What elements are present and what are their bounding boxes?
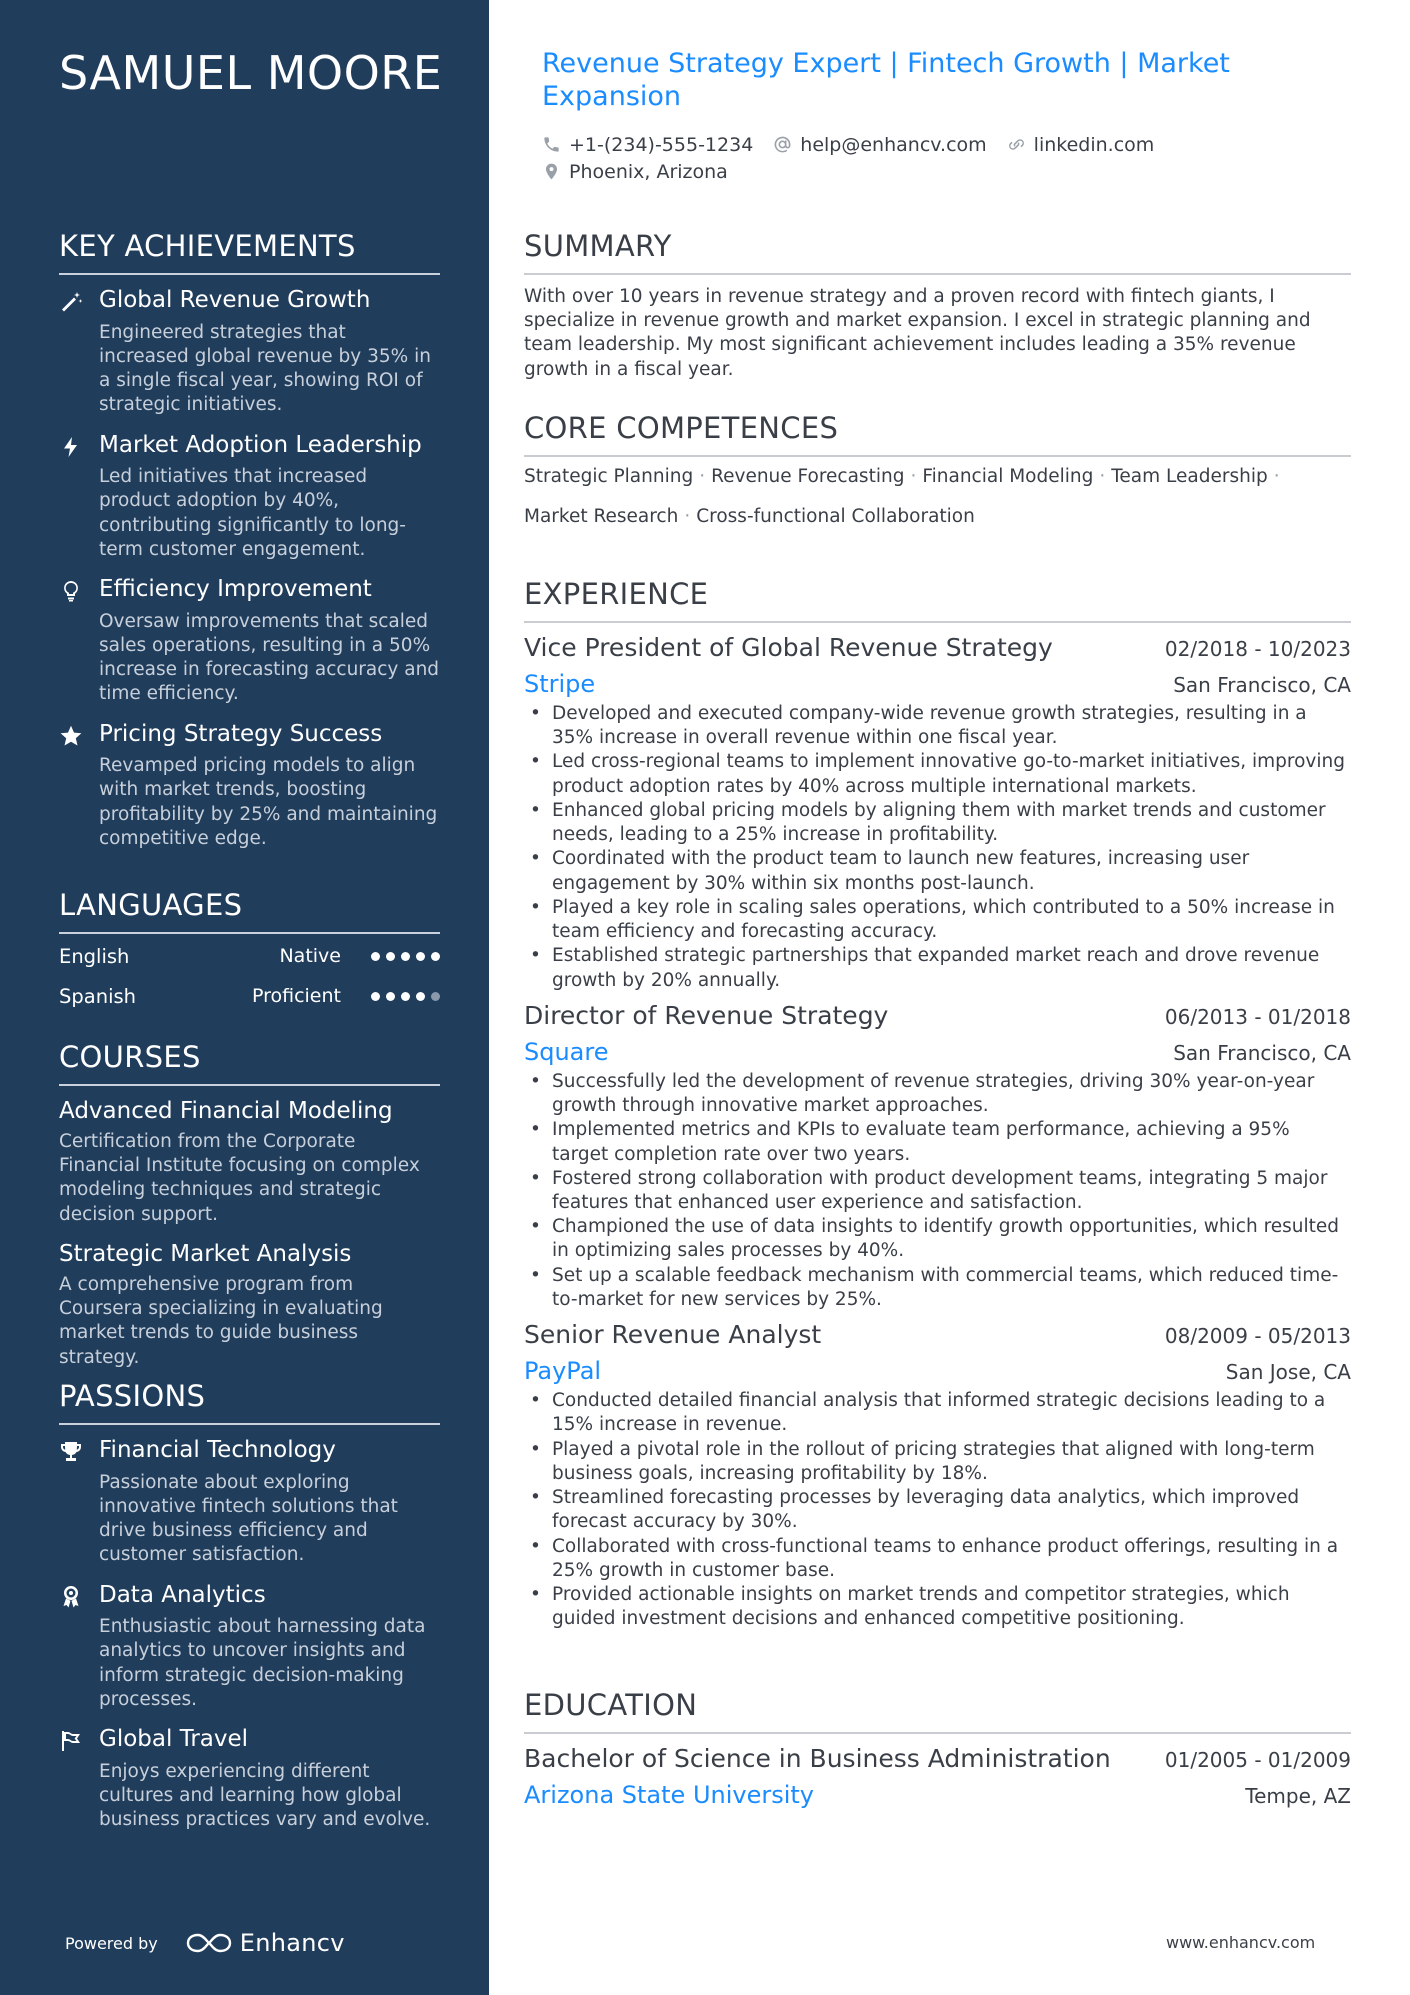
bullet-item: • Successfully led the development of revenue strategies, driving 30% year-on-year growth through innovative market approaches. <box>524 1070 1351 1118</box>
language-name: Spanish <box>59 984 137 1008</box>
linkedin-url: linkedin.com <box>1033 133 1155 156</box>
award-ribbon-icon <box>59 1582 99 1713</box>
bullet-item: • Played a key role in scaling sales operations, which contributed to a 50% increase in team efficiency and forecasting accuracy. <box>524 896 1351 944</box>
email-address: help@enhancv.com <box>800 133 987 156</box>
lightning-bolt-icon <box>59 432 99 563</box>
achievement-title: Market Adoption Leadership <box>99 431 422 458</box>
rating-dot-filled <box>416 952 425 961</box>
rating-dot-filled <box>401 992 410 1001</box>
achievement-item <box>59 721 440 852</box>
bullet-item: • Implemented metrics and KPIs to evaluate team performance, achieving a 95% target completion rate over two years. <box>524 1118 1351 1166</box>
bullet-item: • Streamlined forecasting processes by leveraging data analytics, which improved forecast accuracy by 30%. <box>524 1486 1351 1534</box>
passion-title: Data Analytics <box>99 1581 266 1608</box>
rating-dot-filled <box>431 952 440 961</box>
sidebar <box>0 0 489 1995</box>
star-icon <box>59 721 99 852</box>
company-name[interactable]: Stripe <box>524 670 596 698</box>
achievement-description: Led initiatives that increased product adoption by 40%, contributing significantly to long-term customer engagement. <box>99 466 406 560</box>
course-description: Certification from the Corporate Financial Institute focusing on complex modeling techniques and strategic decision support. <box>59 1131 420 1225</box>
job-entry <box>524 633 1351 993</box>
map-pin-icon <box>542 162 561 181</box>
bullet-item: • Set up a scalable feedback mechanism with commercial teams, which reduced time-to-market for new services by 25%. <box>524 1264 1351 1312</box>
achievement-title: Global Revenue Growth <box>99 287 371 313</box>
powered-by-label: Powered by <box>65 1933 158 1953</box>
core-competences-section <box>524 411 1351 537</box>
candidate-name: SAMUEL MOORE <box>59 46 443 100</box>
phone-number: +1-(234)-555-1234 <box>569 133 754 156</box>
languages-section <box>59 888 440 1016</box>
section-heading: SUMMARY <box>524 229 1351 275</box>
job-entry <box>524 1001 1351 1312</box>
trophy-icon <box>59 1437 99 1568</box>
section-heading: KEY ACHIEVEMENTS <box>59 229 440 275</box>
passion-item <box>59 1726 440 1832</box>
summary-text: With over 10 years in revenue strategy and a proven record with fintech giants, I specialize in revenue growth and market expansion. I excel in strategic planning and team leadership. My most significant achievement includes leading a 35% revenue growth in a fiscal year. <box>524 286 1311 380</box>
bullet-item: • Led cross-regional teams to implement innovative go-to-market initiatives, improving product adoption rates by 40% across multiple international markets. <box>524 750 1351 798</box>
location-contact <box>542 161 728 183</box>
language-name: English <box>59 944 130 968</box>
rating-dot-filled <box>386 992 395 1001</box>
language-rating <box>371 992 440 1001</box>
bullet-item: • Collaborated with cross-functional teams to enhance product offerings, resulting in a 25% growth in customer base. <box>524 1535 1351 1583</box>
skill-item: Cross-functional Collaboration <box>696 506 975 527</box>
bullet-item: • Played a pivotal role in the rollout of pricing strategies that aligned with long-term business goals, increasing profitability by 18%. <box>524 1438 1351 1486</box>
job-bullets <box>524 1389 1351 1631</box>
key-achievements-section <box>59 229 440 865</box>
summary-section <box>524 229 1351 382</box>
bullet-item: • Established strategic partnerships that expanded market reach and drove revenue growth by 20% annually. <box>524 944 1351 992</box>
job-dates: 08/2009 - 05/2013 <box>1164 1324 1351 1349</box>
job-dates: 02/2018 - 10/2023 <box>1164 637 1351 661</box>
section-heading: CORE COMPETENCES <box>524 411 1351 457</box>
job-bullets <box>524 1070 1351 1312</box>
location-text: Phoenix, Arizona <box>569 160 728 183</box>
rating-dot-filled <box>401 952 410 961</box>
achievement-item <box>59 287 440 418</box>
education-entry <box>524 1744 1351 1809</box>
school-name[interactable]: Arizona State University <box>524 1781 815 1809</box>
achievement-item <box>59 432 440 563</box>
passions-section <box>59 1379 440 1846</box>
bullet-item: • Championed the use of data insights to identify growth opportunities, which resulted in optimizing sales processes by 40%. <box>524 1215 1351 1263</box>
enhancv-logo[interactable] <box>186 1929 345 1957</box>
email-contact[interactable] <box>773 134 986 156</box>
link-icon <box>1007 135 1026 154</box>
course-item <box>59 1241 440 1370</box>
bullet-item: • Fostered strong collaboration with product development teams, integrating 5 major features that enhanced user experience and satisfaction. <box>524 1167 1351 1215</box>
job-entry <box>524 1320 1351 1631</box>
rating-dot-empty <box>431 992 440 1001</box>
language-rating <box>371 952 440 961</box>
course-description: A comprehensive program from Coursera specializing in evaluating market trends to guide business strategy. <box>59 1273 383 1368</box>
lightbulb-icon <box>59 576 99 707</box>
language-level: Proficient <box>251 985 341 1007</box>
achievement-item <box>59 576 440 707</box>
skills-list: Strategic Planning · Revenue Forecasting · Financial Modeling · Team Leadership · Market Research · Cross-functional Collaboration <box>524 466 1280 527</box>
magic-wand-icon <box>59 287 99 418</box>
footer-url[interactable]: www.enhancv.com <box>1166 1933 1316 1952</box>
degree: Bachelor of Science in Business Administration <box>524 1744 1111 1773</box>
job-title: Vice President of Global Revenue Strategy <box>524 633 1053 662</box>
passion-item <box>59 1582 440 1713</box>
bullet-item: • Coordinated with the product team to launch new features, increasing user engagement by 30% within six months post-launch. <box>524 847 1351 895</box>
skill-item: Strategic Planning <box>524 466 694 487</box>
headline: Revenue Strategy Expert | Fintech Growth | Market Expansion <box>542 48 1230 112</box>
education-section <box>524 1688 1351 1817</box>
section-heading: LANGUAGES <box>59 888 440 934</box>
achievement-description: Engineered strategies that increased global revenue by 35% in a single fiscal year, showing ROI of strategic initiatives. <box>99 321 431 416</box>
section-heading: EXPERIENCE <box>524 577 1351 623</box>
skill-item: Market Research <box>524 506 679 527</box>
job-location: San Jose, CA <box>1225 1360 1351 1385</box>
rating-dot-filled <box>371 952 380 961</box>
achievement-title: Pricing Strategy Success <box>99 720 383 747</box>
rating-dot-filled <box>371 992 380 1001</box>
phone-contact[interactable] <box>542 134 753 156</box>
company-name[interactable]: Square <box>524 1037 609 1066</box>
passion-description: Enjoys experiencing different cultures and learning how global business practices vary and evolve. <box>99 1760 431 1831</box>
passion-item <box>59 1437 440 1568</box>
rating-dot-filled <box>386 952 395 961</box>
course-title: Strategic Market Analysis <box>59 1240 352 1267</box>
flag-icon <box>59 1726 99 1832</box>
rating-dot-filled <box>416 992 425 1001</box>
section-heading: COURSES <box>59 1040 440 1086</box>
language-row <box>59 976 440 1016</box>
skill-item: Team Leadership <box>1111 466 1268 487</box>
achievement-description: Oversaw improvements that scaled sales operations, resulting in a 50% increase in forecasting accuracy and time efficiency. <box>99 610 440 705</box>
bullet-item: • Provided actionable insights on market trends and competitor strategies, which guided investment decisions and enhanced competitive positioning. <box>524 1583 1351 1631</box>
passion-description: Enthusiastic about harnessing data analytics to uncover insights and inform strategic decision-making processes. <box>99 1616 426 1710</box>
phone-icon <box>542 135 561 154</box>
language-row <box>59 936 440 976</box>
job-dates: 06/2013 - 01/2018 <box>1164 1004 1351 1029</box>
infinity-logo-icon <box>186 1931 232 1955</box>
achievement-description: Revamped pricing models to align with market trends, boosting profitability by 25% and maintaining competitive edge. <box>99 755 438 849</box>
enhancv-brand: Enhancv <box>239 1929 345 1957</box>
course-title: Advanced Financial Modeling <box>59 1098 393 1124</box>
contact-info <box>542 131 1342 185</box>
company-name[interactable]: PayPal <box>524 1357 602 1386</box>
at-sign-icon <box>773 135 792 154</box>
course-item <box>59 1098 440 1227</box>
bullet-item: • Conducted detailed financial analysis that informed strategic decisions leading to a 15% increase in revenue. <box>524 1389 1351 1437</box>
skill-item: Revenue Forecasting <box>711 466 905 487</box>
job-title: Senior Revenue Analyst <box>524 1320 822 1350</box>
job-title: Director of Revenue Strategy <box>524 1000 889 1030</box>
section-heading: EDUCATION <box>524 1688 1351 1734</box>
education-dates: 01/2005 - 01/2009 <box>1164 1748 1351 1772</box>
bullet-item: • Enhanced global pricing models by aligning them with market trends and customer needs, leading to a 25% increase in profitability. <box>524 799 1351 847</box>
powered-by <box>65 1929 345 1957</box>
courses-section <box>59 1040 440 1384</box>
passion-title: Global Travel <box>99 1726 249 1753</box>
section-heading: PASSIONS <box>59 1379 440 1425</box>
job-bullets <box>524 702 1351 993</box>
language-level: Native <box>279 945 341 967</box>
job-location: San Francisco, CA <box>1173 1040 1351 1065</box>
passion-title: Financial Technology <box>99 1437 336 1463</box>
skill-item: Financial Modeling <box>922 466 1094 487</box>
passion-description: Passionate about exploring innovative fintech solutions that drive business efficiency and customer satisfaction. <box>99 1471 398 1566</box>
linkedin-contact[interactable] <box>1007 134 1155 156</box>
school-location: Tempe, AZ <box>1245 1784 1351 1808</box>
job-location: San Francisco, CA <box>1173 673 1351 697</box>
achievement-title: Efficiency Improvement <box>99 576 372 603</box>
bullet-item: • Developed and executed company-wide revenue growth strategies, resulting in a 35% increase in overall revenue within one fiscal year. <box>524 702 1351 750</box>
experience-section <box>524 577 1351 1640</box>
